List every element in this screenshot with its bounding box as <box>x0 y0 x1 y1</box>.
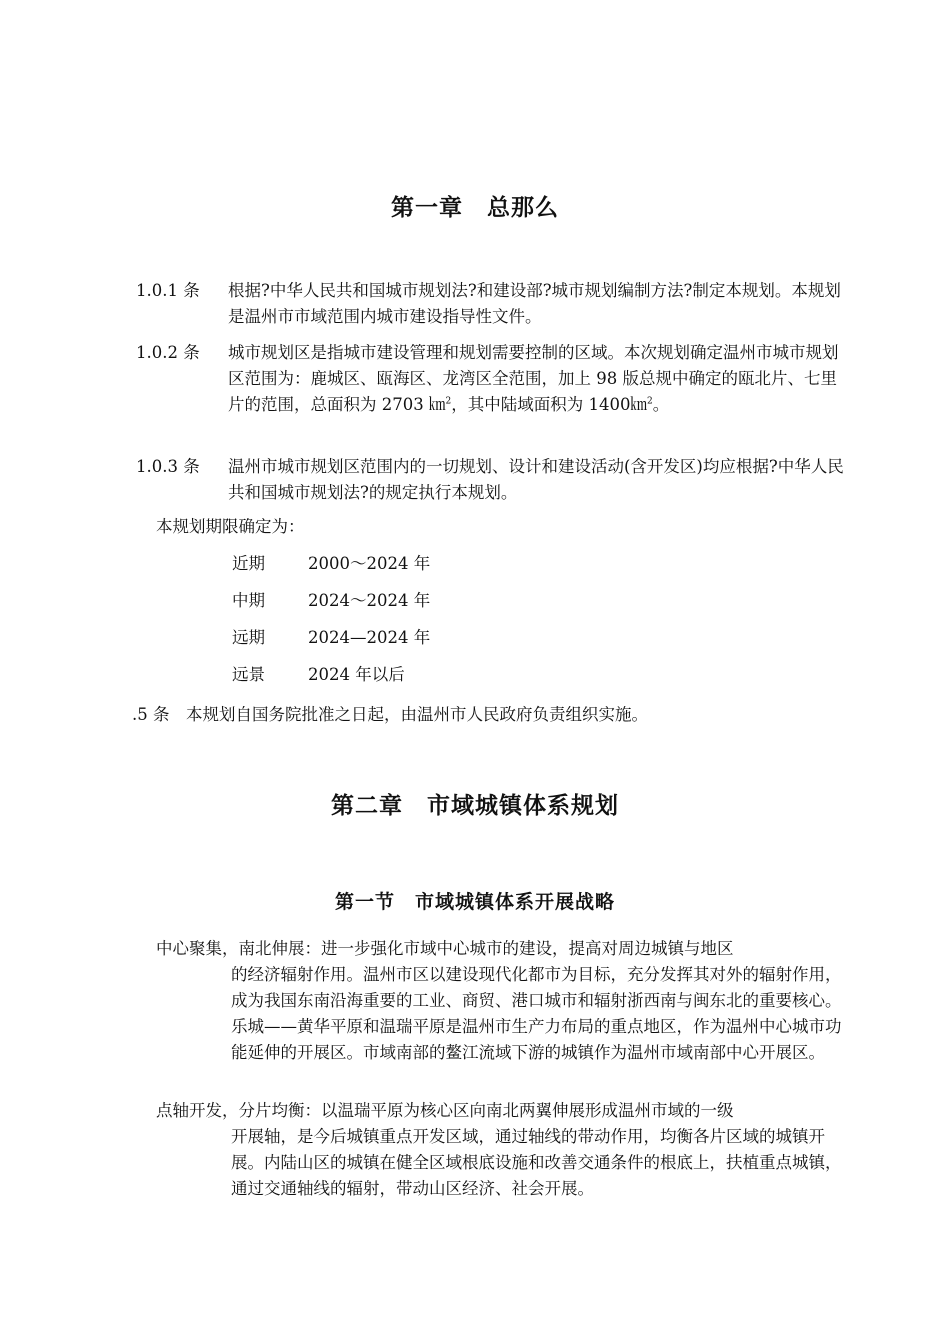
clause-1-0-2 <box>130 340 845 418</box>
clause-number: 1.0.2 条 <box>136 343 200 362</box>
strategy-para-2: 点轴开发，分片均衡：以温瑞平原为核心区向南北两翼伸展形成温州市域的一级 开展轴，是今后城镇重点开发区域，通过轴线的带动作用，均衡各片区域的城镇开展。内陆山区的城镇在健全区域根底设施和改善交通条件的根底上，扶植重点城镇，通过交通轴线的辐射，带动山区经济、社会开展。 <box>156 1101 842 1198</box>
clause-text: 温州市城市规划区范围内的一切规划、设计和建设活动(含开发区)均应根据?中华人民共和国城市规划法?的规定执行本规划。 <box>228 457 844 502</box>
clause-1-0-1 <box>130 278 845 330</box>
clause-5: .5 条 本规划自国务院批准之日起，由温州市人民政府负责组织实施。 <box>132 705 648 724</box>
clause-1-0-3 <box>130 454 845 506</box>
clause-number: 1.0.1 条 <box>136 281 200 300</box>
period-row-near: 近期 2000～2024 年 <box>232 554 431 573</box>
clause-text: 城市规划区是指城市建设管理和规划需要控制的区域。本次规划确定温州市城市规划区范围为：鹿城区、瓯海区、龙湾区全范围，加上 98 版总规中确定的瓯北片、七里片的范围，总面积为 2703 ㎞$^2$，其中陆域面积为 1400㎞$^2$。 <box>228 343 839 414</box>
chapter-1-title: 第一章 总那么 <box>391 195 559 221</box>
period-row-vision: 远景 2024 年以后 <box>232 665 405 684</box>
period-intro: 本规划期限确定为： <box>156 517 305 536</box>
period-row-far: 远期 2024—2024 年 <box>232 628 431 647</box>
period-row-mid: 中期 2024～2024 年 <box>232 591 431 610</box>
chapter-2-title: 第二章 市域城镇体系规划 <box>331 793 619 819</box>
clause-number: 1.0.3 条 <box>136 457 200 476</box>
strategy-para-1: 中心聚集，南北伸展：进一步强化市域中心城市的建设，提高对周边城镇与地区 的经济辐射作用。温州市区以建设现代化都市为目标，充分发挥其对外的辐射作用，成为我国东南沿海重要的工业、商贸、港口城市和辐射浙西南与闽东北的重要核心。乐城——黄华平原和温瑞平原是温州市生产力布局的重点地区，作为温州中心城市功能延伸的开展区。市域南部的鳌江流域下游的城镇作为温州市域南部中心开展区。 <box>156 939 842 1062</box>
section-1-title: 第一节 市域城镇体系开展战略 <box>334 891 615 913</box>
clause-text: 根据?中华人民共和国城市规划法?和建设部?城市规划编制方法?制定本规划。本规划是温州市市域范围内城市建设指导性文件。 <box>228 281 841 326</box>
